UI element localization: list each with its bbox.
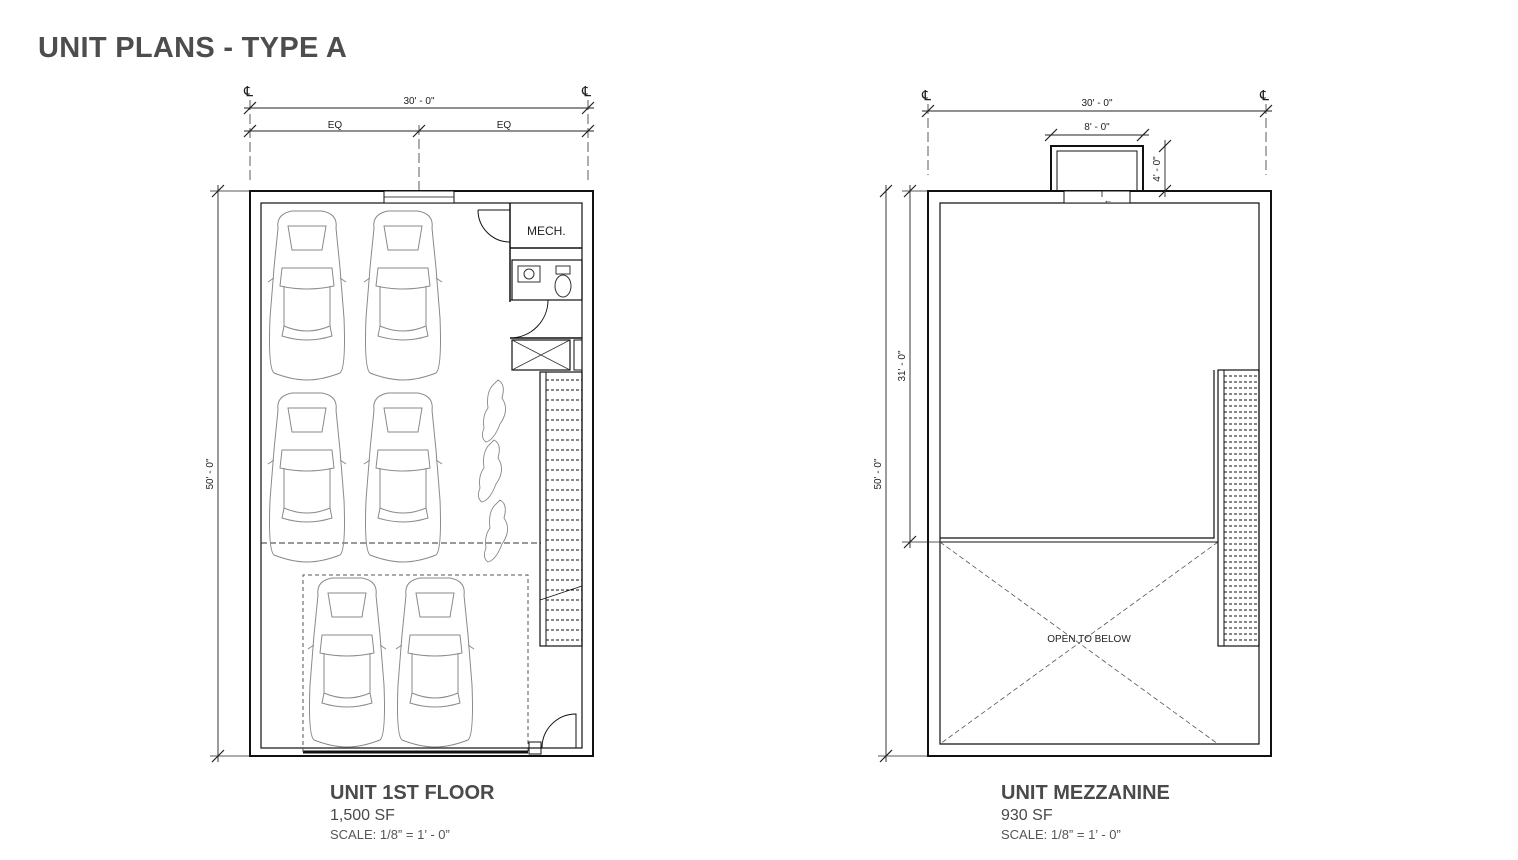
dim-overall-depth-mezz: 50' - 0" (873, 458, 884, 490)
dim-bump-depth: 4' - 0" (1152, 156, 1163, 182)
dim-overall-depth: 50' - 0" (205, 458, 216, 490)
dim-eq-left: EQ (327, 120, 343, 131)
plan-name: UNIT 1ST FLOOR (330, 782, 495, 804)
open-to-below-label: OPEN TO BELOW (1047, 634, 1131, 645)
dim-overall-width: 30' - 0" (403, 96, 435, 107)
caption-mezzanine (1001, 782, 1170, 842)
dim-mezz-depth: 31' - 0" (897, 350, 908, 382)
dim-eq-right: EQ (496, 120, 512, 131)
centerline-symbol-left: ℄ (244, 83, 253, 99)
plan-area: 930 SF (1001, 807, 1053, 824)
plan-name: UNIT MEZZANINE (1001, 782, 1170, 804)
dim-overall-width-mezz: 30' - 0" (1081, 98, 1113, 109)
dim-bump-width: 8' - 0" (1084, 122, 1110, 133)
caption-first-floor (330, 782, 494, 842)
centerline-symbol-left-mezz: ℄ (922, 87, 931, 103)
first-floor-plan (205, 83, 594, 762)
mezzanine-plan (873, 87, 1272, 762)
centerline-symbol-right-mezz: ℄ (1260, 87, 1269, 103)
svg-text:←: ← (1103, 195, 1113, 205)
plan-scale: SCALE: 1/8” = 1’ - 0” (330, 827, 450, 842)
centerline-symbol-right: ℄ (582, 83, 591, 99)
plan-scale: SCALE: 1/8” = 1’ - 0” (1001, 827, 1121, 842)
room-label-mech: MECH. (527, 224, 566, 238)
sheet-title: UNIT PLANS - TYPE A (38, 32, 348, 64)
plan-area: 1,500 SF (330, 807, 395, 824)
